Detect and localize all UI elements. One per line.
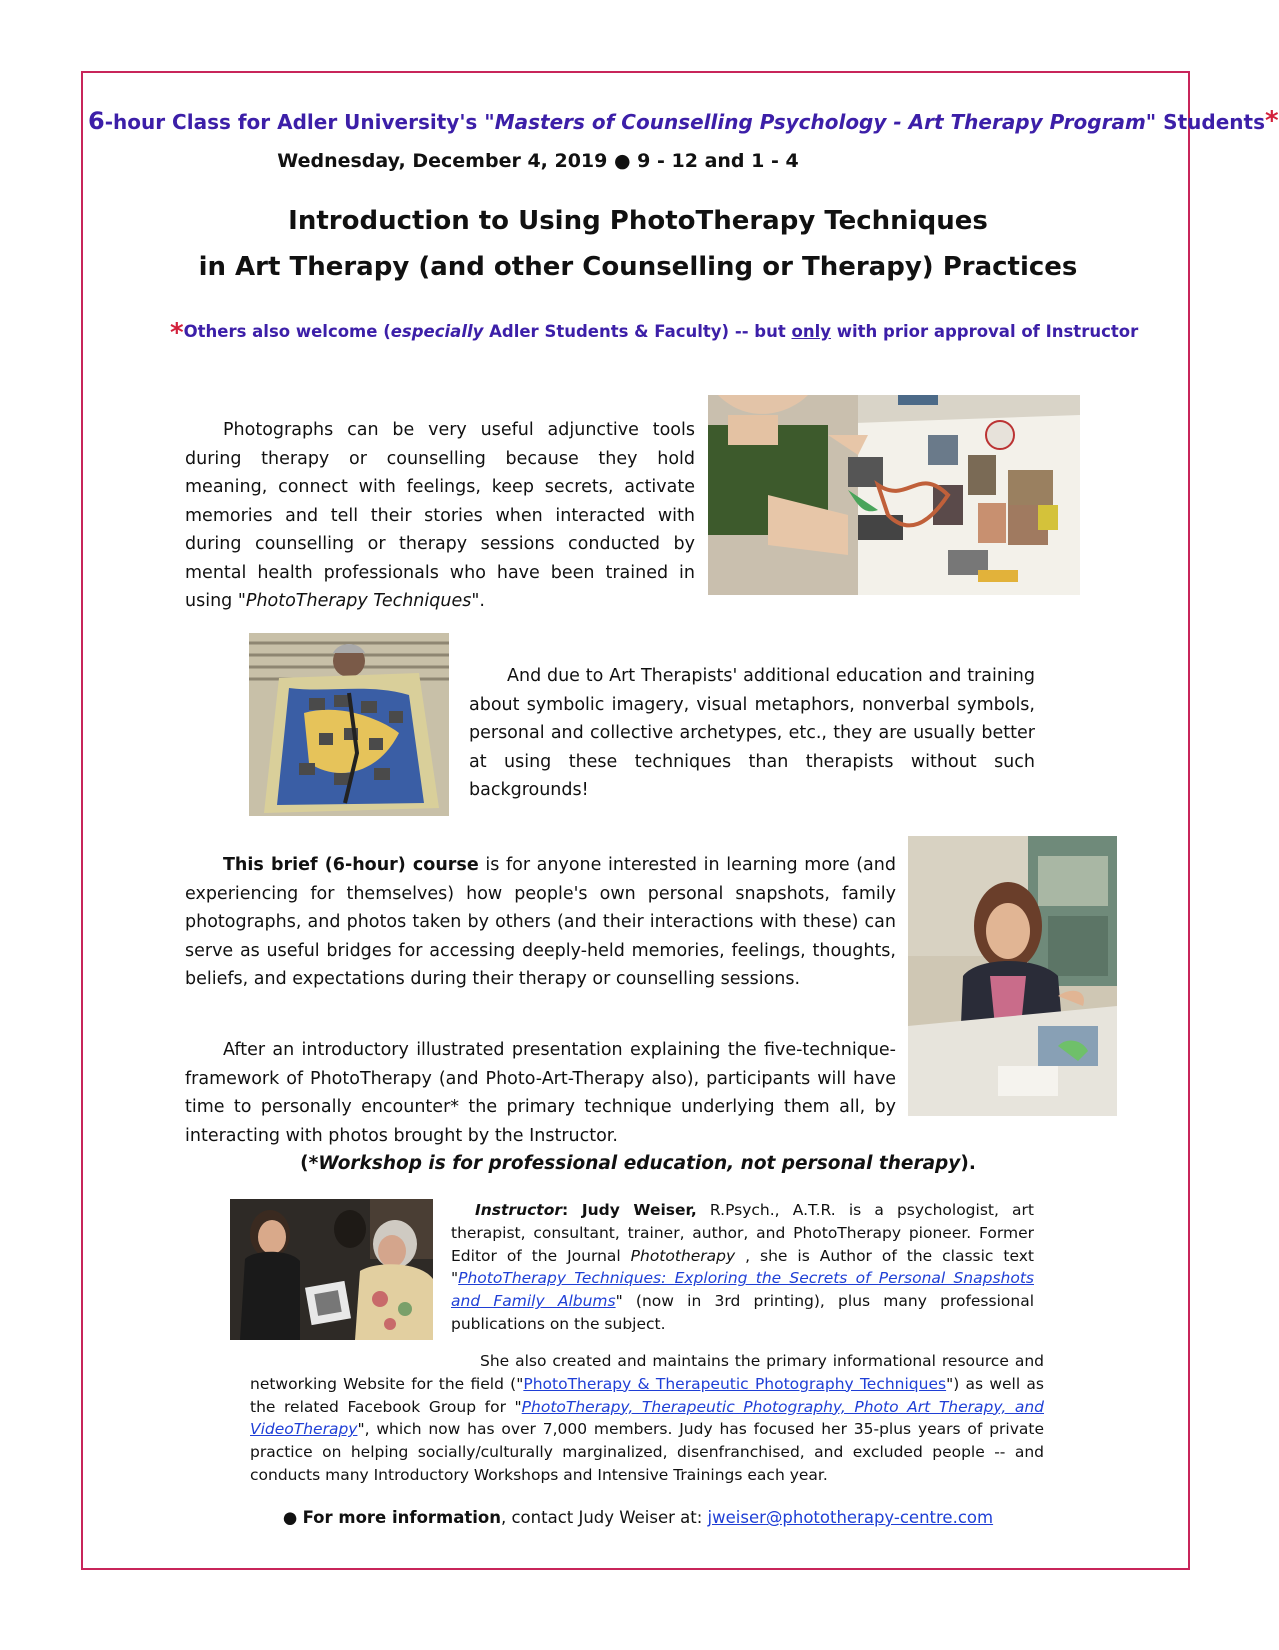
- instructor-label: Instructor: [475, 1201, 563, 1219]
- note-star: *: [170, 318, 184, 348]
- para3-bold: This brief (6-hour) course: [223, 855, 479, 875]
- instructor-text-3: " (now in 3rd printing), plus many professional publications on the subject.: [451, 1292, 1035, 1333]
- website-paragraph: [250, 1350, 1044, 1487]
- note-text-c: Adler Students & Faculty) -- but: [483, 322, 792, 341]
- header-star: *: [1264, 106, 1279, 136]
- note-text-e: with prior approval of Instructor: [830, 322, 1139, 341]
- workshop-close: ).: [960, 1153, 976, 1174]
- book-link[interactable]: PhotoTherapy Techniques: Exploring the Secrets of Personal Snapshots and Family Albums: [451, 1269, 1034, 1311]
- header-program: Masters of Counselling Psychology - Art Therapy Program: [494, 110, 1146, 134]
- title-line-2: in Art Therapy (and other Counselling or Therapy) Practices: [198, 252, 1078, 282]
- title-line-1: Introduction to Using PhotoTherapy Techniques: [288, 206, 988, 236]
- photo-instructor-with-group: [230, 1199, 433, 1340]
- para1-italic: PhotoTherapy Techniques: [245, 591, 472, 611]
- contact-bullet: ●: [282, 1508, 303, 1527]
- contact-bold: For more information: [302, 1508, 501, 1527]
- others-welcome-note: [170, 318, 1180, 348]
- contact-line: [88, 1508, 1188, 1527]
- paragraph-course: [185, 851, 896, 994]
- website-link[interactable]: PhotoTherapy & Therapeutic Photography Techniques: [523, 1374, 947, 1393]
- photo-art-table: [708, 395, 1080, 595]
- email-link[interactable]: jweiser@phototherapy-centre.com: [707, 1508, 994, 1527]
- header-hours: 6: [88, 107, 105, 135]
- contact-text: , contact Judy Weiser at:: [501, 1508, 708, 1527]
- workshop-note: [88, 1153, 1188, 1174]
- class-date: Wednesday, December 4, 2019 ● 9 - 12 and 1 - 4: [277, 150, 799, 172]
- facebook-group-link[interactable]: PhotoTherapy, Therapeutic Photography, Photo Art Therapy, and VideoTherapy: [250, 1397, 1045, 1439]
- website-text-1: She also created and maintains the primary informational resource and networking Website for the field (": [250, 1352, 1044, 1393]
- page-border: [81, 71, 1190, 1570]
- instructor-text-2: , she is Author of the classic text ": [451, 1246, 1034, 1288]
- instructor-name: Judy Weiser,: [581, 1201, 697, 1219]
- photo-woman-with-collage: [249, 633, 449, 816]
- paragraph-art-therapists: And due to Art Therapists' additional education and training about symbolic imagery, visual metaphors, nonverbal symbols, personal and collective archetypes, etc., they are usually better at using these techniques than therapists without such backgrounds!: [469, 666, 1035, 800]
- website-text-3: ", which now has over 7,000 members. Judy has focused her 35-plus years of private practice on helping socially/culturally marginalized, disenfranchised, and excluded people -- and conducts many Introductory Workshops and Intensive Trainings each year.: [250, 1420, 1044, 1484]
- note-text-b: especially: [390, 322, 484, 341]
- workshop-open: (*: [300, 1153, 319, 1174]
- instructor-bio: [451, 1199, 1034, 1336]
- header-text-b: " Students: [1145, 110, 1265, 134]
- para1-text: Photographs can be very useful adjunctive tools during therapy or counselling because they hold meaning, connect with feelings, keep secrets, activate memories and tell their stories when interacted with during counselling or therapy sessions conducted by mental health professionals who have been trained in using ": [185, 420, 695, 611]
- workshop-italic: Workshop is for professional education, not personal therapy: [318, 1153, 961, 1174]
- instructor-journal: Phototherapy: [630, 1246, 736, 1265]
- photo-instructor-at-table: [908, 836, 1117, 1116]
- website-text-2: ") as well as the related Facebook Group for ": [250, 1374, 1044, 1416]
- paragraph-presentation: After an introductory illustrated presentation explaining the five-technique-framework of PhotoTherapy (and Photo-Art-Therapy also), participants will have time to personally encounter* the primary technique underlying them all, by interacting with photos brought by the Instructor.: [185, 1040, 896, 1146]
- class-header: [88, 106, 1279, 136]
- paragraph-photographs: [185, 416, 695, 616]
- para3-text: is for anyone interested in learning more (and experiencing for themselves) how people's own personal snapshots, family photographs, and photos taken by others (and their interactions with these) can serve as useful bridges for accessing deeply-held memories, feelings, thoughts, beliefs, and expectations during their therapy or counselling sessions.: [185, 855, 896, 989]
- header-text-a: -hour Class for Adler University's ": [104, 110, 495, 134]
- para1-end: ".: [471, 591, 485, 611]
- instructor-text-1: R.Psych., A.T.R. is a psychologist, art therapist, consultant, trainer, author, and PhotoTherapy pioneer. Former Editor of the Journal: [451, 1201, 1034, 1265]
- instructor-colon: :: [562, 1201, 582, 1219]
- note-text-d: only: [791, 322, 831, 341]
- note-text-a: Others also welcome (: [183, 322, 391, 341]
